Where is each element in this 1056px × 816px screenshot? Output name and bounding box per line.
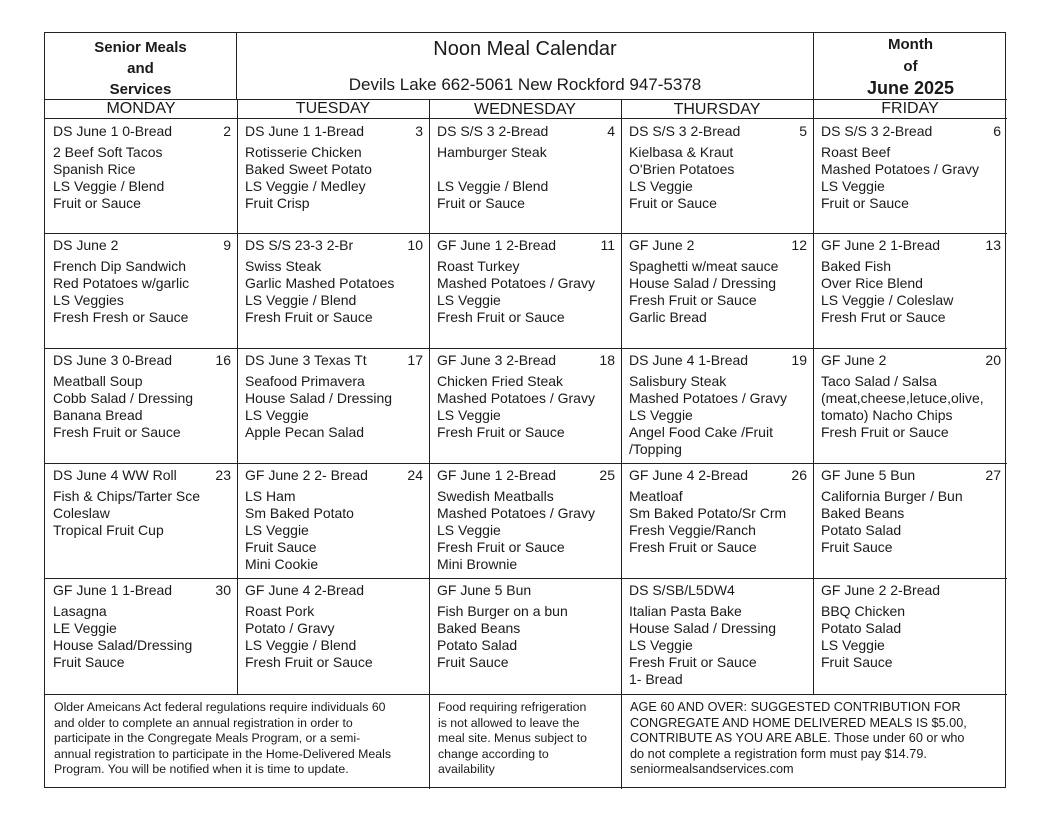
menu-code: GF June 2 2- Bread bbox=[245, 467, 368, 483]
menu-item bbox=[437, 161, 615, 178]
menu-item: Fresh Fruit or Sauce bbox=[245, 309, 373, 325]
menu-item: Banana Bread bbox=[53, 407, 143, 423]
day-cell bbox=[237, 348, 429, 463]
menu-item: House Salad / Dressing bbox=[629, 620, 777, 636]
day-cell bbox=[237, 463, 429, 578]
menu-item: Taco Salad / Salsa bbox=[821, 373, 937, 389]
day-cell-header bbox=[821, 467, 1001, 484]
menu-item: LS Veggie bbox=[437, 292, 501, 308]
menu-code: DS June 1 0-Bread bbox=[53, 123, 173, 139]
day-cell bbox=[429, 463, 621, 578]
menu-item: Fruit Sauce bbox=[821, 539, 893, 555]
day-cell-header bbox=[245, 467, 423, 484]
menu-code: GF June 4 2-Bread bbox=[629, 467, 749, 483]
menu-code: GF June 1 1-Bread bbox=[53, 582, 173, 598]
day-cell bbox=[813, 463, 1007, 578]
date-number: 24 bbox=[407, 467, 423, 483]
menu-item: Fruit or Sauce bbox=[437, 195, 525, 211]
day-cell bbox=[621, 233, 813, 348]
org-line-2: and bbox=[127, 60, 154, 77]
menu-item: Fresh Fruit or Sauce bbox=[245, 654, 373, 670]
menu-item: tomato) Nacho Chips bbox=[821, 407, 953, 423]
menu-code: GF June 4 2-Bread bbox=[245, 582, 365, 598]
menu-item: Potato Salad bbox=[437, 637, 518, 653]
month-line-1: Month bbox=[888, 36, 933, 53]
menu-code: DS S/S 3 2-Bread bbox=[437, 123, 549, 139]
menu-item: Sm Baked Potato bbox=[245, 505, 354, 521]
date-number: 26 bbox=[791, 467, 807, 483]
day-cell bbox=[45, 119, 237, 233]
menu-item: LS Veggie bbox=[629, 637, 693, 653]
menu-item: O'Brien Potatoes bbox=[629, 161, 735, 177]
menu-code: DS S/S 3 2-Bread bbox=[629, 123, 741, 139]
day-cell bbox=[813, 233, 1007, 348]
menu-item: BBQ Chicken bbox=[821, 603, 906, 619]
day-cell-header bbox=[245, 352, 423, 369]
menu-item: Roast Pork bbox=[245, 603, 315, 619]
day-names-row bbox=[45, 100, 1007, 119]
notice-line: and older to complete an annual registration in order to bbox=[54, 715, 353, 730]
registration-notice bbox=[45, 694, 429, 778]
menu-item: Rotisserie Chicken bbox=[245, 144, 362, 160]
day-cell-header bbox=[821, 352, 1001, 369]
date-number: 10 bbox=[407, 237, 423, 253]
menu-item: Cobb Salad / Dressing bbox=[53, 390, 194, 406]
day-cell bbox=[45, 233, 237, 348]
day-cell-header bbox=[437, 467, 615, 484]
menu-item: House Salad/Dressing bbox=[53, 637, 193, 653]
date-number: 25 bbox=[599, 467, 615, 483]
menu-item: LS Veggie / Blend bbox=[245, 637, 357, 653]
menu-code: DS June 2 bbox=[53, 237, 119, 253]
day-cell bbox=[45, 578, 237, 694]
phone-numbers: Devils Lake 662-5061 New Rockford 947-5378 bbox=[348, 75, 702, 94]
menu-code: GF June 2 bbox=[821, 352, 887, 368]
menu-item: LS Veggie / Blend bbox=[437, 178, 549, 194]
notice-line: meal site. Menus subject to bbox=[438, 731, 587, 745]
menu-item: Tropical Fruit Cup bbox=[53, 522, 164, 538]
menu-item: Mashed Potatoes / Gravy bbox=[821, 161, 979, 177]
date-number: 13 bbox=[985, 237, 1001, 253]
menu-item: Fresh Fruit or Sauce bbox=[437, 309, 565, 325]
menu-item: Fresh Frut or Sauce bbox=[821, 309, 946, 325]
menu-item: 1- Bread bbox=[629, 671, 683, 687]
menu-item: LS Veggie bbox=[245, 407, 309, 423]
menu-code: GF June 5 Bun bbox=[821, 467, 916, 483]
date-number: 12 bbox=[791, 237, 807, 253]
day-wednesday: WEDNESDAY bbox=[474, 101, 576, 118]
menu-item: Lasagna bbox=[53, 603, 107, 619]
menu-item: LS Veggies bbox=[53, 292, 124, 308]
day-cell-header bbox=[53, 352, 231, 369]
menu-item: Fruit Sauce bbox=[437, 654, 509, 670]
date-number: 16 bbox=[215, 352, 231, 368]
menu-item: Baked Sweet Potato bbox=[245, 161, 372, 177]
day-cell-header bbox=[629, 582, 807, 599]
day-cell-header bbox=[821, 237, 1001, 254]
month-line-2: of bbox=[903, 58, 918, 75]
menu-item: Baked Beans bbox=[821, 505, 905, 521]
notice-line: Food requiring refrigeration bbox=[438, 700, 587, 714]
day-cell-header bbox=[821, 123, 1001, 140]
day-cell bbox=[621, 463, 813, 578]
menu-item: Baked Beans bbox=[437, 620, 521, 636]
menu-item: Sm Baked Potato/Sr Crm bbox=[629, 505, 787, 521]
menu-item: Chicken Fried Steak bbox=[437, 373, 564, 389]
menu-item: LS Veggie bbox=[629, 407, 693, 423]
date-number: 27 bbox=[985, 467, 1001, 483]
menu-item: Over Rice Blend bbox=[821, 275, 923, 291]
menu-item: Hamburger Steak bbox=[437, 144, 547, 160]
day-cell bbox=[813, 119, 1007, 233]
day-cell bbox=[429, 233, 621, 348]
day-thursday: THURSDAY bbox=[673, 101, 761, 118]
menu-item: Fresh Fruit or Sauce bbox=[437, 539, 565, 555]
menu-item: (meat,cheese,letuce,olive, bbox=[821, 390, 984, 406]
menu-item: Meatball Soup bbox=[53, 373, 143, 389]
date-number: 23 bbox=[215, 467, 231, 483]
menu-item: Potato Salad bbox=[821, 620, 902, 636]
menu-item: Fresh Fresh or Sauce bbox=[53, 309, 189, 325]
notice-line: CONTRIBUTE AS YOU ARE ABLE. Those under 60 or who bbox=[630, 731, 965, 745]
menu-item: House Salad / Dressing bbox=[629, 275, 777, 291]
day-cell bbox=[621, 578, 813, 694]
day-cell bbox=[621, 348, 813, 463]
menu-item: Swedish Meatballs bbox=[437, 488, 554, 504]
menu-item: Fruit or Sauce bbox=[821, 195, 909, 211]
month-line-3: June 2025 bbox=[866, 78, 955, 98]
day-cell-header bbox=[629, 237, 807, 254]
menu-item: Mini Cookie bbox=[245, 556, 319, 572]
menu-item: Angel Food Cake /Fruit bbox=[629, 424, 773, 440]
menu-item: LS Veggie / Blend bbox=[245, 292, 357, 308]
day-cell-header bbox=[245, 237, 423, 254]
menu-code: DS June 4 1-Bread bbox=[629, 352, 749, 368]
notice-line: CONGREGATE AND HOME DELIVERED MEALS IS $5.00, bbox=[630, 715, 967, 730]
date-number: 19 bbox=[791, 352, 807, 368]
menu-code: GF June 2 2-Bread bbox=[821, 582, 941, 598]
day-cell bbox=[429, 119, 621, 233]
menu-item: Coleslaw bbox=[53, 505, 110, 521]
menu-item: Kielbasa & Kraut bbox=[629, 144, 734, 160]
menu-item: Fish & Chips/Tarter Sce bbox=[53, 488, 201, 504]
menu-item: LS Veggie / Coleslaw bbox=[821, 292, 954, 308]
day-monday: MONDAY bbox=[106, 100, 176, 117]
menu-item: Garlic Bread bbox=[629, 309, 707, 325]
refrigeration-notice bbox=[429, 694, 621, 778]
menu-item: /Topping bbox=[629, 441, 682, 457]
day-cell-header bbox=[437, 237, 615, 254]
notice-line: is not allowed to leave the bbox=[438, 715, 580, 730]
menu-code: DS S/S 23-3 2-Br bbox=[245, 237, 354, 253]
menu-item: Fruit Sauce bbox=[821, 654, 893, 670]
menu-item: Potato / Gravy bbox=[245, 620, 335, 636]
menu-item: LS Veggie / Medley bbox=[245, 178, 366, 194]
org-name bbox=[45, 33, 237, 100]
day-cell-header bbox=[53, 582, 231, 599]
menu-item: LS Ham bbox=[245, 488, 296, 504]
menu-item: Fresh Fruit or Sauce bbox=[629, 292, 757, 308]
day-cell bbox=[813, 578, 1007, 694]
day-cell-header bbox=[53, 123, 231, 140]
date-number: 4 bbox=[607, 123, 615, 139]
calendar-title: Noon Meal Calendar bbox=[433, 38, 617, 60]
date-number: 20 bbox=[985, 352, 1001, 368]
menu-item: LE Veggie bbox=[53, 620, 117, 636]
org-line-1: Senior Meals bbox=[94, 39, 187, 56]
notice-line: annual registration to participate in the Home-Delivered Meals bbox=[54, 746, 391, 761]
menu-code: DS June 1 1-Bread bbox=[245, 123, 365, 139]
menu-item: Mashed Potatoes / Gravy bbox=[629, 390, 787, 406]
menu-code: GF June 2 1-Bread bbox=[821, 237, 941, 253]
date-number: 18 bbox=[599, 352, 615, 368]
date-number: 11 bbox=[600, 237, 615, 253]
day-cell bbox=[237, 119, 429, 233]
menu-item: Fresh Fruit or Sauce bbox=[437, 424, 565, 440]
menu-item: Roast Beef bbox=[821, 144, 891, 160]
menu-item: LS Veggie bbox=[821, 637, 885, 653]
menu-item: Spanish Rice bbox=[53, 161, 136, 177]
menu-item: 2 Beef Soft Tacos bbox=[53, 144, 163, 160]
day-cell bbox=[621, 119, 813, 233]
menu-item: California Burger / Bun bbox=[821, 488, 963, 504]
day-cell-header bbox=[437, 123, 615, 140]
menu-item: LS Veggie bbox=[245, 522, 309, 538]
menu-item: Red Potatoes w/garlic bbox=[53, 275, 190, 291]
notice-line: availability bbox=[438, 762, 495, 776]
menu-item: Mashed Potatoes / Gravy bbox=[437, 275, 595, 291]
day-cell bbox=[429, 578, 621, 694]
menu-item: Swiss Steak bbox=[245, 258, 322, 274]
menu-item: Fresh Fruit or Sauce bbox=[821, 424, 949, 440]
menu-item: Italian Pasta Bake bbox=[629, 603, 742, 619]
notice-line: Program. You will be notified when it is time to update. bbox=[54, 762, 349, 776]
menu-item: LS Veggie bbox=[629, 178, 693, 194]
day-cell-header bbox=[53, 237, 231, 254]
menu-item: LS Veggie bbox=[437, 522, 501, 538]
menu-item: Fruit or Sauce bbox=[53, 195, 141, 211]
meal-calendar bbox=[44, 32, 1006, 788]
menu-item: Fruit Crisp bbox=[245, 195, 310, 211]
menu-item: Fruit or Sauce bbox=[629, 195, 717, 211]
day-cell bbox=[813, 348, 1007, 463]
menu-code: GF June 5 Bun bbox=[437, 582, 532, 598]
menu-item: French Dip Sandwich bbox=[53, 258, 187, 274]
menu-item: Apple Pecan Salad bbox=[245, 424, 365, 440]
menu-item: Potato Salad bbox=[821, 522, 902, 538]
menu-item: Mashed Potatoes / Gravy bbox=[437, 505, 595, 521]
menu-item: Fruit Sauce bbox=[53, 654, 125, 670]
contribution-notice bbox=[621, 694, 1007, 778]
notice-line: Older Ameicans Act federal regulations require individuals 60 bbox=[54, 700, 386, 714]
menu-code: DS S/SB/L5DW4 bbox=[629, 582, 735, 598]
notice-line: do not complete a registration form must pay $14.79. bbox=[630, 746, 927, 761]
day-cell-header bbox=[629, 467, 807, 484]
menu-item: Fresh Fruit or Sauce bbox=[53, 424, 181, 440]
menu-code: DS June 3 Texas Tt bbox=[245, 352, 367, 368]
menu-item: Fresh Fruit or Sauce bbox=[629, 539, 757, 555]
day-cell bbox=[237, 578, 429, 694]
menu-item: Seafood Primavera bbox=[245, 373, 365, 389]
date-number: 6 bbox=[993, 123, 1001, 139]
menu-item: Spaghetti w/meat sauce bbox=[629, 258, 779, 274]
menu-item: Meatloaf bbox=[629, 488, 683, 504]
menu-item: Baked Fish bbox=[821, 258, 892, 274]
day-cell-header bbox=[53, 467, 231, 484]
date-number: 2 bbox=[223, 123, 231, 139]
menu-item: LS Veggie / Blend bbox=[53, 178, 165, 194]
day-cell-header bbox=[629, 352, 807, 369]
notice-line: participate in the Congregate Meals Program, or a semi- bbox=[54, 731, 361, 745]
date-number: 5 bbox=[799, 123, 807, 139]
day-tuesday: TUESDAY bbox=[295, 100, 371, 117]
menu-item: Mini Brownie bbox=[437, 556, 518, 572]
date-number: 30 bbox=[215, 582, 231, 598]
date-number: 9 bbox=[223, 237, 231, 253]
day-cell bbox=[45, 348, 237, 463]
menu-code: DS S/S 3 2-Bread bbox=[821, 123, 933, 139]
day-cell bbox=[237, 233, 429, 348]
menu-item: Garlic Mashed Potatoes bbox=[245, 275, 395, 291]
menu-code: GF June 1 2-Bread bbox=[437, 237, 557, 253]
day-cell-header bbox=[629, 123, 807, 140]
menu-item: House Salad / Dressing bbox=[245, 390, 393, 406]
menu-code: DS June 3 0-Bread bbox=[53, 352, 173, 368]
menu-item: Mashed Potatoes / Gravy bbox=[437, 390, 595, 406]
menu-code: DS June 4 WW Roll bbox=[53, 467, 177, 483]
day-friday: FRIDAY bbox=[881, 100, 939, 117]
date-number: 17 bbox=[407, 352, 423, 368]
menu-item: Fish Burger on a bun bbox=[437, 603, 568, 619]
day-cell-header bbox=[245, 123, 423, 140]
day-cell-header bbox=[437, 582, 615, 599]
day-cell bbox=[45, 463, 237, 578]
day-cell bbox=[429, 348, 621, 463]
menu-code: GF June 2 bbox=[629, 237, 695, 253]
menu-code: GF June 1 2-Bread bbox=[437, 467, 557, 483]
day-cell-header bbox=[437, 352, 615, 369]
calendar-header bbox=[237, 33, 813, 100]
menu-item: Fresh Fruit or Sauce bbox=[629, 654, 757, 670]
menu-code: GF June 3 2-Bread bbox=[437, 352, 557, 368]
notice-line: AGE 60 AND OVER: SUGGESTED CONTRIBUTION FOR bbox=[630, 700, 961, 714]
menu-item: LS Veggie bbox=[437, 407, 501, 423]
org-line-3: Services bbox=[109, 81, 172, 98]
notice-line: change according to bbox=[438, 746, 549, 761]
day-cell-header bbox=[245, 582, 423, 599]
menu-item: Roast Turkey bbox=[437, 258, 520, 274]
day-cell-header bbox=[821, 582, 1001, 599]
website-link[interactable]: seniormealsandservices.com bbox=[630, 762, 794, 776]
menu-item: Salisbury Steak bbox=[629, 373, 727, 389]
menu-item: LS Veggie bbox=[821, 178, 885, 194]
menu-item: Fresh Veggie/Ranch bbox=[629, 522, 756, 538]
menu-item: Fruit Sauce bbox=[245, 539, 317, 555]
date-number: 3 bbox=[415, 123, 423, 139]
month-label bbox=[813, 33, 1007, 100]
